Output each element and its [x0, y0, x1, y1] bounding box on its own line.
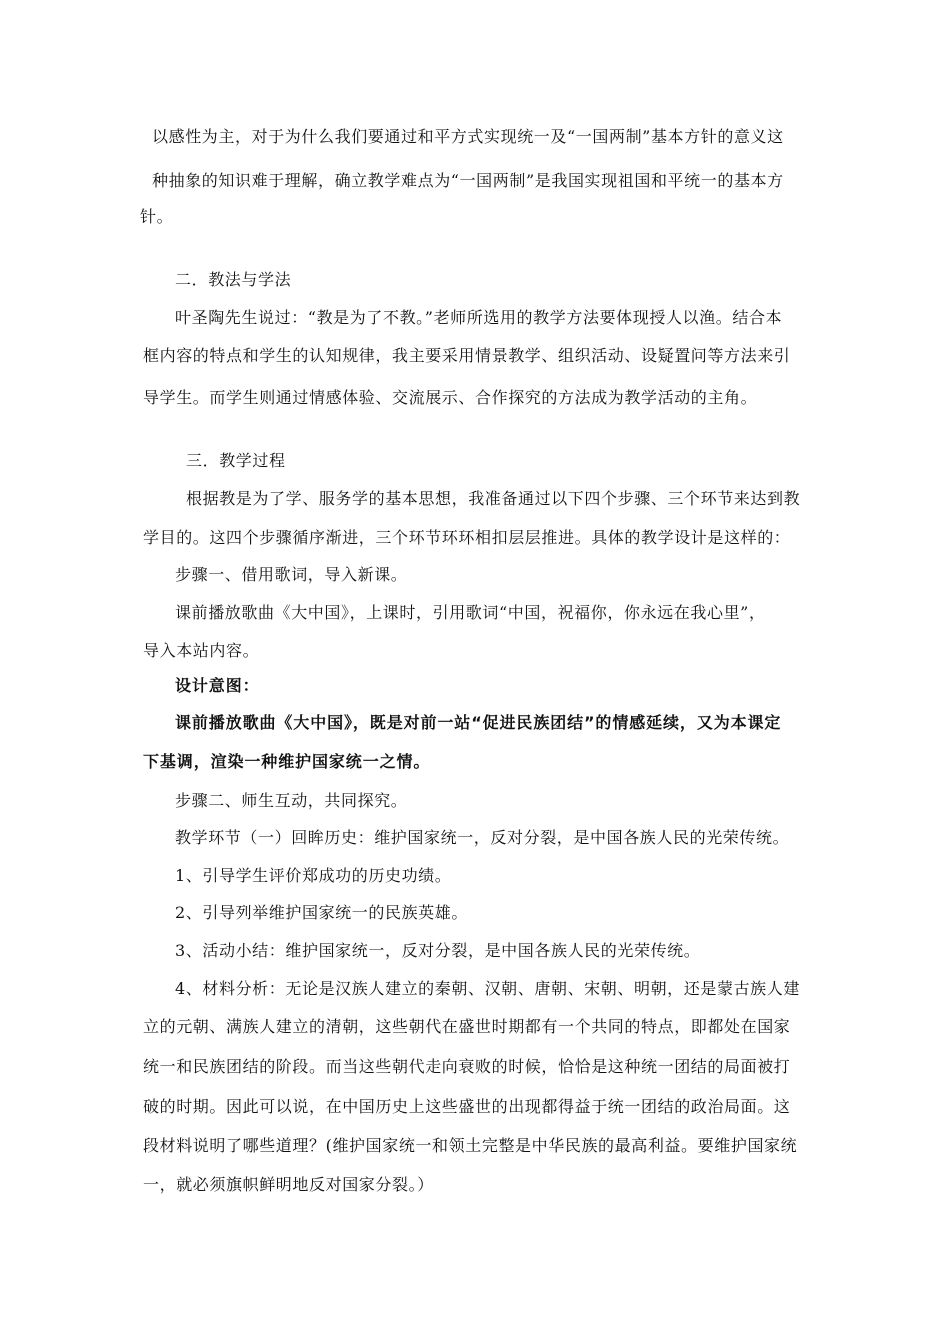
section-heading: 三．教学过程: [186, 451, 286, 470]
paragraph-line: 叶圣陶先生说过：“教是为了不教。”老师所选用的教学方法要体现授人以渔。结合本: [175, 308, 783, 327]
paragraph-line: 段材料说明了哪些道理？(维护国家统一和领土完整是中华民族的最高利益。要维护国家统: [143, 1136, 798, 1155]
paragraph-line: 课前播放歌曲《大中国》，上课时，引用歌词“中国，祝福你，你永远在我心里”，: [175, 603, 766, 622]
section-heading: 二．教法与学法: [175, 270, 292, 289]
paragraph-line: 种抽象的知识难于理解，确立教学难点为“一国两制”是我国实现祖国和平统一的基本方: [152, 171, 784, 190]
design-intent-line: 课前播放歌曲《大中国》，既是对前一站“促进民族团结”的情感延续，又为本课定: [175, 713, 782, 732]
list-item: 3、活动小结：维护国家统一，反对分裂，是中国各族人民的光荣传统。: [175, 941, 701, 960]
paragraph-line: 框内容的特点和学生的认知规律，我主要采用情景教学、组织活动、设疑置问等方法来引: [143, 346, 791, 365]
paragraph-line: 教学环节（一）回眸历史：维护国家统一，反对分裂，是中国各族人民的光荣传统。: [175, 828, 790, 847]
paragraph-line: 以感性为主，对于为什么我们要通过和平方式实现统一及“一国两制”基本方针的意义这: [152, 127, 784, 146]
paragraph-line: 立的元朝、满族人建立的清朝，这些朝代在盛世时期都有一个共同的特点，即都处在国家: [143, 1017, 791, 1036]
design-intent-line: 下基调，渲染一种维护国家统一之情。: [143, 752, 431, 771]
design-intent-label: 设计意图：: [175, 676, 260, 695]
paragraph-line: 导入本站内容。: [143, 641, 260, 660]
paragraph-line: 根据教是为了学、服务学的基本思想，我准备通过以下四个步骤、三个环节来达到教: [186, 489, 801, 508]
paragraph-line: 一，就必须旗帜鲜明地反对国家分裂。）: [143, 1175, 434, 1194]
paragraph-line: 步骤二、师生互动，共同探究。: [175, 791, 408, 810]
list-item: 2、引导列举维护国家统一的民族英雄。: [175, 903, 468, 922]
list-item: 4、材料分析：无论是汉族人建立的秦朝、汉朝、唐朝、宋朝、明朝，还是蒙古族人建: [175, 979, 800, 998]
paragraph-line: 统一和民族团结的阶段。而当这些朝代走向衰败的时候，恰恰是这种统一团结的局面被打: [143, 1057, 791, 1076]
paragraph-line: 学目的。这四个步骤循序渐进，三个环节环环相扣层层推进。具体的教学设计是这样的：: [143, 528, 791, 547]
paragraph-line: 导学生。而学生则通过情感体验、交流展示、合作探究的方法成为教学活动的主角。: [143, 388, 758, 407]
paragraph-line: 破的时期。因此可以说，在中国历史上这些盛世的出现都得益于统一团结的政治局面。这: [143, 1097, 791, 1116]
paragraph-line: 步骤一、借用歌词，导入新课。: [175, 565, 408, 584]
paragraph-line: 针。: [140, 207, 174, 226]
list-item: 1、引导学生评价郑成功的历史功绩。: [175, 866, 452, 885]
